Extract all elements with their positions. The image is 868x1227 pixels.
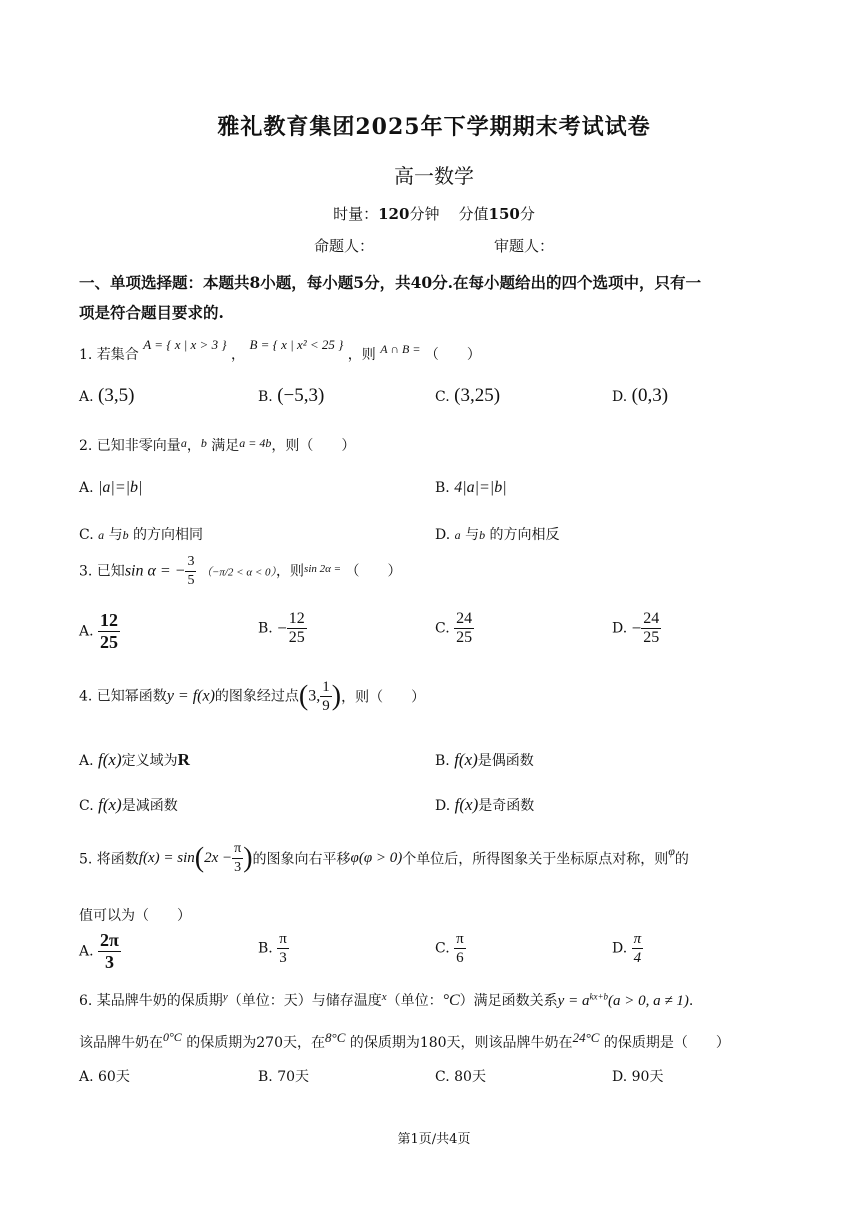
fraction-denominator: 5 xyxy=(187,573,195,588)
q1-set-b: B = { x | x² < 25 } xyxy=(249,337,344,352)
option-function: f(x) xyxy=(454,795,479,814)
q4-then: ，则（ ） xyxy=(341,689,426,706)
score-value: 150 xyxy=(488,205,520,223)
q1-option-c[interactable] xyxy=(435,385,500,407)
time-value: 120 xyxy=(378,205,410,223)
fraction-denominator: 25 xyxy=(643,629,660,646)
q3-option-b[interactable] xyxy=(258,610,307,647)
fraction-denominator: 4 xyxy=(633,950,642,966)
q4-mid: 的图象经过点 xyxy=(214,688,299,705)
section-line-1: 一、单项选择题：本题共8小题，每小题5分，共40分.在每小题给出的四个选项中，只有一 xyxy=(79,273,702,292)
q1-sep: ， xyxy=(230,347,245,363)
option-text: 是偶函数 xyxy=(477,753,534,769)
q6-prefix: 6. 某品牌牛奶的保质期 xyxy=(79,993,223,1009)
option-fraction xyxy=(98,610,120,653)
option-value: |a|=|b| xyxy=(98,479,143,496)
option-label: A. xyxy=(79,943,94,960)
q5-shift: φ(φ > 0) xyxy=(350,850,403,866)
option-label: C. xyxy=(79,798,94,814)
point-fraction xyxy=(320,678,332,715)
q5-mid: 的图象向右平移 xyxy=(252,851,351,868)
fraction-numerator: 1 xyxy=(322,679,330,695)
option-function: f(x) xyxy=(98,795,122,814)
q3-sin: sin α = − xyxy=(124,562,186,580)
exam-title: 雅礼教育集团2025年下学期期末考试试卷 xyxy=(217,114,651,140)
exam-subject: 高一数学 xyxy=(394,164,474,188)
q6-y: y xyxy=(222,991,228,1003)
option-label: B. xyxy=(258,940,273,957)
q3-ask: sin 2α = xyxy=(304,562,342,575)
setter-label: 命题人： xyxy=(314,237,375,255)
fraction-numerator: π xyxy=(279,931,287,947)
option-fraction xyxy=(454,610,474,647)
q6-formula: y = a xyxy=(557,993,590,1009)
option-extra: R xyxy=(177,750,190,769)
option-function: f(x) xyxy=(98,750,122,769)
q1-option-a[interactable] xyxy=(79,385,134,407)
q6-line2-b: 的保质期为270天，在 xyxy=(186,1035,325,1051)
vector-a: a xyxy=(454,528,461,542)
fraction-numerator: 24 xyxy=(456,610,473,627)
option-fraction xyxy=(287,610,307,647)
q5-rest: 个单位后，所得图象关于坐标原点对称，则 xyxy=(402,851,669,868)
score-unit: 分 xyxy=(519,205,535,223)
left-paren: ( xyxy=(298,680,309,712)
q6-temp-8: 8°C xyxy=(325,1030,346,1045)
option-value: (3,5) xyxy=(98,385,135,406)
q6-condition: (a > 0, a ≠ 1) xyxy=(608,993,689,1009)
fraction-numerator: π xyxy=(232,840,243,859)
q6-temp-24: 24°C xyxy=(572,1030,600,1045)
fraction-denominator: 3 xyxy=(234,860,242,875)
q4-function: y = f(x) xyxy=(166,687,215,705)
section-line-2: 项是符合题目要求的. xyxy=(79,303,224,322)
vector-b: b xyxy=(479,528,486,542)
option-label: A. xyxy=(79,1069,94,1085)
time-unit: 分钟 xyxy=(409,205,440,223)
option-fraction xyxy=(632,930,644,967)
q6-unit2: （单位： xyxy=(386,993,443,1009)
q6-temp-0: 0°C xyxy=(163,1030,182,1044)
question-4 xyxy=(79,678,425,715)
option-text: 的方向相同 xyxy=(133,527,204,543)
q5-prefix: 5. 将函数 xyxy=(79,851,139,868)
q6-option-a[interactable] xyxy=(79,1066,130,1086)
q6-option-d[interactable] xyxy=(612,1066,663,1086)
q2-option-d[interactable] xyxy=(435,524,560,544)
question-1 xyxy=(79,337,481,364)
fraction-denominator: 3 xyxy=(279,950,287,966)
fraction-denominator: 3 xyxy=(104,952,114,972)
fraction-numerator: 24 xyxy=(643,610,660,627)
time-label: 时量： xyxy=(333,205,379,223)
option-with: 与 xyxy=(465,527,480,543)
option-text: 是奇函数 xyxy=(478,798,535,814)
option-label: C. xyxy=(435,389,450,405)
q5-pi-fraction xyxy=(232,840,243,877)
option-value: 80天 xyxy=(454,1069,486,1085)
q2-option-b[interactable] xyxy=(435,479,507,497)
q3-range: （−π/2 < α < 0） xyxy=(200,566,277,579)
option-label: C. xyxy=(435,620,450,637)
option-label: A. xyxy=(79,389,94,405)
q5-option-b[interactable] xyxy=(258,930,289,967)
q1-then: ，则 xyxy=(347,347,376,363)
fraction-denominator: 25 xyxy=(288,629,305,646)
q1-option-d[interactable] xyxy=(612,385,668,407)
q4-prefix: 4. 已知幂函数 xyxy=(79,688,167,705)
option-sign: − xyxy=(277,618,287,638)
option-fraction xyxy=(641,610,661,647)
option-text: 的方向相反 xyxy=(489,527,560,543)
q2-prefix: 2. 已知非零向量 xyxy=(79,438,181,454)
option-fraction xyxy=(454,930,466,967)
q6-unit2-end: ）满足函数关系 xyxy=(459,993,558,1009)
q6-line2-d: 的保质期是（ ） xyxy=(603,1035,730,1051)
option-with: 与 xyxy=(108,527,123,543)
fraction-denominator: 25 xyxy=(100,632,119,652)
option-text: 是减函数 xyxy=(121,798,178,814)
q2-then: ，则（ ） xyxy=(271,438,356,454)
score-label: 分值 xyxy=(458,205,489,223)
q2-option-a[interactable] xyxy=(79,479,142,497)
q1-set-a: A = { x | x > 3 } xyxy=(143,337,227,352)
q2-comma: ， xyxy=(186,438,201,454)
option-fraction xyxy=(98,930,121,973)
q5-line-2: 值可以为（ ） xyxy=(79,908,191,924)
fraction-denominator: 6 xyxy=(456,950,464,966)
option-text: 定义域为 xyxy=(121,753,178,769)
q3-prefix: 3. 已知 xyxy=(79,563,125,580)
q5-option-c[interactable] xyxy=(435,930,466,967)
q6-dot: . xyxy=(688,993,694,1009)
q4-option-d[interactable] xyxy=(435,795,534,815)
q6-option-c[interactable] xyxy=(435,1066,486,1086)
option-value: 90天 xyxy=(631,1069,664,1085)
option-label: B. xyxy=(258,389,273,405)
fraction-denominator: 25 xyxy=(456,629,473,646)
option-value: 70天 xyxy=(277,1069,310,1085)
q5-end: 的 xyxy=(674,851,689,868)
option-value: 4|a|=|b| xyxy=(454,479,507,496)
right-paren: ) xyxy=(243,842,253,874)
right-paren: ) xyxy=(331,680,342,712)
q4-option-a[interactable] xyxy=(79,750,190,770)
q6-option-b[interactable] xyxy=(258,1066,309,1086)
option-value: (−5,3) xyxy=(277,385,325,406)
point-x: 3, xyxy=(308,687,321,705)
fraction-numerator: 12 xyxy=(288,610,305,627)
option-sign: − xyxy=(631,618,642,638)
reviewer-label: 审题人： xyxy=(494,237,555,255)
q2-mid: 满足 xyxy=(211,438,240,454)
vector-b: b xyxy=(200,436,207,450)
option-label: A. xyxy=(79,623,94,640)
vector-a: a xyxy=(98,528,105,542)
q1-prefix: 1. 若集合 xyxy=(79,347,139,363)
option-label: A. xyxy=(79,753,94,769)
q3-then: ，则 xyxy=(276,563,305,580)
q3-option-a[interactable] xyxy=(79,610,120,653)
q3-blank: （ ） xyxy=(345,563,402,580)
fraction-denominator: 9 xyxy=(322,698,330,714)
q5-inner: 2x − xyxy=(204,850,233,866)
question-2 xyxy=(79,435,355,455)
option-label: B. xyxy=(258,620,273,637)
q5-phi: φ xyxy=(668,843,675,858)
q1-option-b[interactable] xyxy=(258,385,324,407)
option-label: D. xyxy=(435,798,451,814)
q4-option-b[interactable] xyxy=(435,750,534,770)
question-6 xyxy=(79,990,693,1010)
page-number: 第1页/共4页 xyxy=(397,1132,471,1147)
option-value: 60天 xyxy=(98,1069,130,1085)
q3-option-c[interactable] xyxy=(435,610,474,647)
option-label: B. xyxy=(435,753,450,769)
q5-option-d[interactable] xyxy=(612,930,643,967)
q6-line-2 xyxy=(79,1032,730,1052)
q5-function: f(x) = sin xyxy=(138,850,195,866)
section-instructions xyxy=(79,268,791,328)
fraction-numerator: 12 xyxy=(100,610,119,630)
option-label: D. xyxy=(612,620,628,637)
q3-fraction xyxy=(185,553,196,590)
fraction-numerator: π xyxy=(633,931,642,947)
q6-line2-c: 的保质期为180天，则该品牌牛奶在 xyxy=(349,1035,573,1051)
q3-option-d[interactable] xyxy=(612,610,661,647)
q6-x: x xyxy=(381,991,387,1003)
option-fraction xyxy=(277,930,289,967)
left-paren: ( xyxy=(194,842,205,874)
option-label: D. xyxy=(612,1069,628,1085)
option-label: C. xyxy=(435,940,450,957)
q6-exponent: kx+b xyxy=(589,991,609,1002)
option-label: D. xyxy=(435,527,451,543)
option-label: C. xyxy=(79,527,94,543)
exam-meta xyxy=(0,203,868,224)
option-label: B. xyxy=(435,480,450,496)
q4-option-c[interactable] xyxy=(79,795,178,815)
vector-b: b xyxy=(122,528,129,542)
q6-line2-a: 该品牌牛奶在 xyxy=(79,1035,163,1051)
fraction-numerator: 3 xyxy=(185,553,196,572)
fraction-numerator: 2π xyxy=(100,930,119,950)
option-label: D. xyxy=(612,389,628,405)
q6-degree: °C xyxy=(442,992,460,1009)
fraction-numerator: π xyxy=(456,931,464,947)
q2-option-c[interactable] xyxy=(79,524,203,544)
q1-expr: A ∩ B = xyxy=(380,342,421,356)
option-function: f(x) xyxy=(454,750,478,769)
q5-option-a[interactable] xyxy=(79,930,121,973)
question-3 xyxy=(79,553,402,590)
option-label: C. xyxy=(435,1069,450,1085)
option-label: D. xyxy=(612,940,628,957)
option-label: B. xyxy=(258,1069,273,1085)
q1-blank: （ ） xyxy=(424,347,481,363)
question-5 xyxy=(79,840,689,877)
option-value: (3,25) xyxy=(454,385,501,406)
q2-relation: a = 4b xyxy=(239,436,272,450)
q6-unit1: （单位：天）与储存温度 xyxy=(227,993,382,1009)
option-label: A. xyxy=(79,480,94,496)
vector-a: a xyxy=(180,436,187,450)
option-value: (0,3) xyxy=(631,385,669,406)
